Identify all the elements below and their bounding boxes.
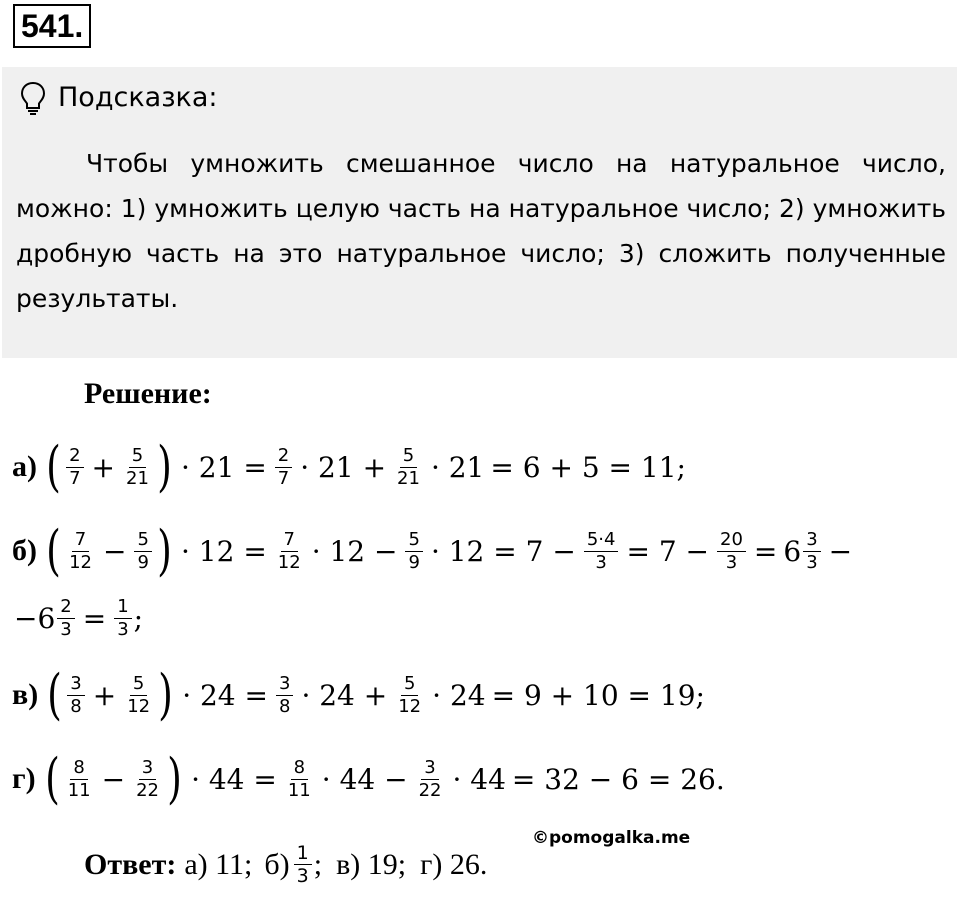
fraction: $\frac{3}{22}$ bbox=[418, 756, 442, 801]
mixed-number: 6 3 3 bbox=[783, 529, 822, 574]
line-label: в) bbox=[12, 678, 39, 711]
fraction: $\frac{1}{3}$ bbox=[114, 596, 131, 641]
solution-line-g: г) ( 8 11 − $\frac{3}{22}$ ) · 44 = $\frac{8}{11}$ · 44 − $\frac{3}{22}$ · 44 = 32 − 6 = 26. bbox=[12, 747, 725, 810]
fraction: 2 7 bbox=[66, 445, 83, 490]
mixed-number: 6 2 3 bbox=[37, 596, 76, 641]
line-result: = 6 + 5 = 11; bbox=[490, 450, 686, 484]
fraction: 7 12 bbox=[69, 528, 92, 573]
line-result: = 32 − 6 = 26. bbox=[511, 762, 725, 796]
fraction: 1 3 bbox=[294, 842, 312, 887]
watermark: ©pomogalka.me bbox=[532, 828, 691, 848]
hint-title: Подсказка: bbox=[58, 82, 218, 113]
fraction: $\frac{5}{21}$ bbox=[397, 444, 420, 489]
fraction: $\frac{5}{12}$ bbox=[398, 672, 422, 717]
fraction: $\frac{5\cdot 4}{3}$ bbox=[584, 529, 619, 574]
hint-text: Чтобы умножить смешанное число на натуральное число, можно: 1) умножить целую часть на натуральное число; 2) умножить дробную часть на это натуральное число; 3) сложить полученные результаты. bbox=[16, 149, 946, 313]
solution-heading: Решение: bbox=[84, 377, 212, 410]
answer-line: Ответ: а) 11; б) 1 3 ; в) 19; г) 26. bbox=[84, 842, 488, 887]
fraction: $\frac{5}{12}$ bbox=[127, 672, 151, 717]
fraction: $\frac{20}{3}$ bbox=[717, 529, 746, 574]
solution-line-v: в) ( 3 8 + $\frac{5}{12}$ ) · 24 = $\frac{3}{8}$ · 24 + $\frac{5}{12}$ · 24 = 9 + 10 = 19; bbox=[12, 663, 705, 726]
fraction: $\frac{3}{22}$ bbox=[136, 756, 159, 801]
fraction: $\frac{3}{8}$ bbox=[276, 673, 293, 718]
line-label: б) bbox=[12, 534, 37, 567]
line-label: г) bbox=[12, 762, 36, 795]
line-label: а) bbox=[12, 450, 37, 483]
hint-box bbox=[2, 67, 957, 358]
answer-label: Ответ: bbox=[84, 847, 177, 881]
fraction: $\frac{2}{7}$ bbox=[275, 445, 292, 490]
fraction: 3 8 bbox=[67, 673, 84, 718]
solution-line-b-cont: − 6 2 3 = $\frac{1}{3}$ ; bbox=[14, 596, 144, 640]
solution-line-b: б) ( 7 12 − $\frac{5}{9}$ ) · 12 = $\frac{7}{12}$ · 12 − $\frac{5}{9}$ · 12 = 7 − $\frac{5\cdot 4}{3}$ = 7 − $\frac{20}{3}$ = 6 3 3 − bbox=[12, 519, 853, 582]
line-result: = 9 + 10 = 19; bbox=[491, 678, 705, 712]
fraction: 8 11 bbox=[67, 756, 91, 801]
hint-title-row bbox=[20, 81, 218, 115]
solution-line-a: а) ( 2 7 + $\frac{5}{21}$ ) · 21 = $\frac{2}{7}$ · 21 + $\frac{5}{21}$ · 21 = 6 + 5 = 11; bbox=[12, 435, 686, 498]
problem-number: 541. bbox=[13, 4, 91, 48]
fraction: $\frac{5}{9}$ bbox=[134, 529, 151, 574]
fraction: $\frac{5}{21}$ bbox=[126, 444, 149, 489]
fraction: $\frac{5}{9}$ bbox=[405, 529, 422, 574]
fraction: $\frac{7}{12}$ bbox=[277, 528, 301, 573]
lightbulb-icon bbox=[20, 81, 46, 115]
fraction: $\frac{8}{11}$ bbox=[287, 756, 311, 801]
